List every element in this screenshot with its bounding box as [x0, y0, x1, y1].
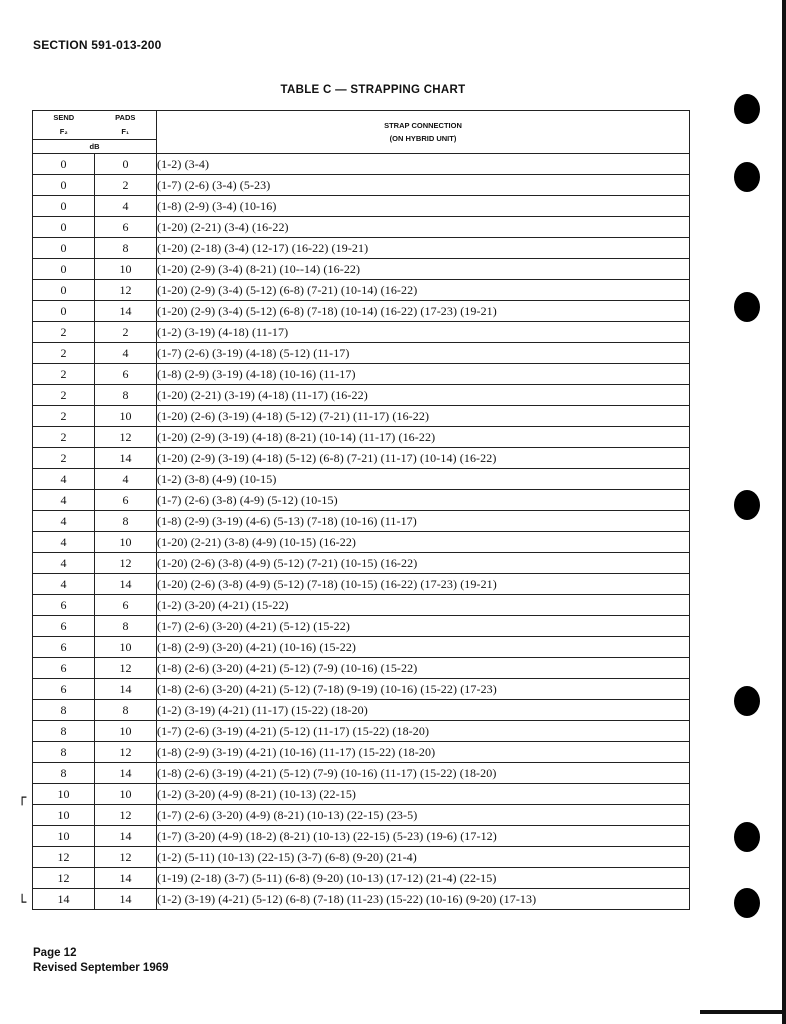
- strap-connection-cell: (1-2) (3-19) (4-21) (5-12) (6-8) (7-18) (11-23) (15-22) (10-16) (9-20) (17-13): [157, 889, 690, 910]
- section-header: SECTION 591-013-200: [33, 38, 162, 52]
- pad-f1-cell: 14: [95, 826, 157, 847]
- strap-connection-cell: (1-2) (5-11) (10-13) (22-15) (3-7) (6-8) (9-20) (21-4): [157, 847, 690, 868]
- send-f2-cell: 8: [33, 700, 95, 721]
- send-f2-cell: 2: [33, 343, 95, 364]
- send-f2-cell: 0: [33, 238, 95, 259]
- strap-connection-cell: (1-7) (2-6) (3-19) (4-18) (5-12) (11-17): [157, 343, 690, 364]
- pad-f1-cell: 10: [95, 259, 157, 280]
- pad-f1-cell: 12: [95, 427, 157, 448]
- table-row: [33, 784, 690, 805]
- strap-connection-line1: STRAP CONNECTION: [384, 121, 462, 130]
- strap-connection-cell: (1-7) (2-6) (3-20) (4-21) (5-12) (15-22): [157, 616, 690, 637]
- send-f2-cell: 2: [33, 385, 95, 406]
- strap-connection-cell: (1-8) (2-9) (3-19) (4-6) (5-13) (7-18) (10-16) (11-17): [157, 511, 690, 532]
- strap-connection-cell: (1-20) (2-9) (3-4) (8-21) (10--14) (16-22): [157, 259, 690, 280]
- table-row: [33, 847, 690, 868]
- pad-f1-cell: 6: [95, 490, 157, 511]
- pad-f1-cell: 10: [95, 721, 157, 742]
- strap-connection-cell: (1-8) (2-9) (3-19) (4-18) (10-16) (11-17): [157, 364, 690, 385]
- pad-f1-cell: 14: [95, 889, 157, 910]
- table-row: [33, 700, 690, 721]
- send-f2-cell: 4: [33, 490, 95, 511]
- send-f2-cell: 2: [33, 322, 95, 343]
- strapping-chart-table: [32, 110, 690, 910]
- strap-connection-cell: (1-20) (2-6) (3-8) (4-9) (5-12) (7-21) (10-15) (16-22): [157, 553, 690, 574]
- pad-f1-cell: 10: [95, 532, 157, 553]
- pad-f1-cell: 12: [95, 805, 157, 826]
- table-row: [33, 406, 690, 427]
- strap-connection-cell: (1-20) (2-21) (3-19) (4-18) (11-17) (16-22): [157, 385, 690, 406]
- pad-f1-cell: 4: [95, 469, 157, 490]
- pads-header: PADS: [95, 111, 157, 126]
- strap-connection-cell: (1-20) (2-21) (3-4) (16-22): [157, 217, 690, 238]
- send-f2-cell: 6: [33, 658, 95, 679]
- strap-connection-cell: (1-19) (2-18) (3-7) (5-11) (6-8) (9-20) (10-13) (17-12) (21-4) (22-15): [157, 868, 690, 889]
- binder-hole-7: [734, 888, 760, 918]
- table-row: [33, 196, 690, 217]
- send-f2-cell: 4: [33, 511, 95, 532]
- pad-f1-cell: 12: [95, 280, 157, 301]
- send-f2-cell: 0: [33, 301, 95, 322]
- db-header: dB: [33, 140, 157, 154]
- pad-f1-cell: 10: [95, 406, 157, 427]
- table-row: [33, 511, 690, 532]
- send-f2-cell: 0: [33, 280, 95, 301]
- pad-f1-cell: 10: [95, 637, 157, 658]
- pad-f1-cell: 14: [95, 574, 157, 595]
- strap-connection-cell: (1-2) (3-19) (4-21) (11-17) (15-22) (18-20): [157, 700, 690, 721]
- binder-hole-4: [734, 490, 760, 520]
- send-f2-cell: 2: [33, 427, 95, 448]
- pad-f1-cell: 12: [95, 742, 157, 763]
- pad-f1-cell: 12: [95, 847, 157, 868]
- strap-connection-cell: (1-20) (2-6) (3-19) (4-18) (5-12) (7-21) (11-17) (16-22): [157, 406, 690, 427]
- send-f2-cell: 14: [33, 889, 95, 910]
- pad-f1-cell: 8: [95, 616, 157, 637]
- table-row: [33, 805, 690, 826]
- send-f2-cell: 6: [33, 679, 95, 700]
- pad-f1-cell: 8: [95, 700, 157, 721]
- pad-f1-cell: 6: [95, 217, 157, 238]
- table-row: [33, 595, 690, 616]
- bracket-end-marker: └: [18, 895, 27, 911]
- table-row: [33, 238, 690, 259]
- send-header: SEND: [33, 111, 95, 126]
- binder-hole-6: [734, 822, 760, 852]
- table-row: [33, 889, 690, 910]
- table-title-wrap: [0, 84, 786, 96]
- pad-f1-cell: 14: [95, 679, 157, 700]
- send-f2-cell: 2: [33, 364, 95, 385]
- strap-connection-cell: (1-8) (2-6) (3-19) (4-21) (5-12) (7-9) (10-16) (11-17) (15-22) (18-20): [157, 763, 690, 784]
- send-f2-cell: 10: [33, 826, 95, 847]
- bracket-start-marker: ┌: [18, 790, 27, 806]
- strap-connection-cell: (1-2) (3-19) (4-18) (11-17): [157, 322, 690, 343]
- table-row: [33, 301, 690, 322]
- f2-header: F₂: [33, 125, 95, 140]
- table-row: [33, 721, 690, 742]
- table-row: [33, 826, 690, 847]
- send-f2-cell: 2: [33, 406, 95, 427]
- page-edge-right: [782, 0, 786, 1024]
- send-f2-cell: 0: [33, 259, 95, 280]
- send-f2-cell: 4: [33, 574, 95, 595]
- send-f2-cell: 0: [33, 196, 95, 217]
- strap-connection-cell: (1-20) (2-6) (3-8) (4-9) (5-12) (7-18) (10-15) (16-22) (17-23) (19-21): [157, 574, 690, 595]
- strap-connection-cell: (1-7) (2-6) (3-19) (4-21) (5-12) (11-17) (15-22) (18-20): [157, 721, 690, 742]
- table-title: TABLE C — STRAPPING CHART: [280, 84, 466, 96]
- table-row: [33, 574, 690, 595]
- pad-f1-cell: 10: [95, 784, 157, 805]
- send-f2-cell: 0: [33, 154, 95, 175]
- pad-f1-cell: 2: [95, 322, 157, 343]
- strap-connection-line2: (ON HYBRID UNIT): [389, 134, 457, 143]
- pad-f1-cell: 8: [95, 511, 157, 532]
- page-edge-bottom: [700, 1010, 786, 1014]
- table-row: [33, 154, 690, 175]
- strap-connection-cell: (1-8) (2-9) (3-4) (10-16): [157, 196, 690, 217]
- pad-f1-cell: 8: [95, 238, 157, 259]
- send-f2-cell: 4: [33, 532, 95, 553]
- table-row: [33, 742, 690, 763]
- binder-hole-2: [734, 162, 760, 192]
- send-f2-cell: 2: [33, 448, 95, 469]
- pad-f1-cell: 4: [95, 343, 157, 364]
- binder-hole-1: [734, 94, 760, 124]
- strap-connection-cell: (1-2) (3-20) (4-21) (15-22): [157, 595, 690, 616]
- pad-f1-cell: 12: [95, 553, 157, 574]
- pad-f1-cell: 4: [95, 196, 157, 217]
- send-f2-cell: 4: [33, 553, 95, 574]
- strap-connection-cell: (1-20) (2-18) (3-4) (12-17) (16-22) (19-21): [157, 238, 690, 259]
- send-f2-cell: 6: [33, 637, 95, 658]
- table-body: [33, 154, 690, 910]
- pad-f1-cell: 12: [95, 658, 157, 679]
- pad-f1-cell: 14: [95, 448, 157, 469]
- pad-f1-cell: 6: [95, 364, 157, 385]
- binder-hole-3: [734, 292, 760, 322]
- send-f2-cell: 4: [33, 469, 95, 490]
- strap-connection-cell: (1-20) (2-9) (3-19) (4-18) (5-12) (6-8) (7-21) (11-17) (10-14) (16-22): [157, 448, 690, 469]
- strap-connection-header: [157, 111, 690, 154]
- table-row: [33, 868, 690, 889]
- table-row: [33, 763, 690, 784]
- send-f2-cell: 0: [33, 217, 95, 238]
- pad-f1-cell: 14: [95, 868, 157, 889]
- send-f2-cell: 6: [33, 595, 95, 616]
- pad-f1-cell: 8: [95, 385, 157, 406]
- table-row: [33, 469, 690, 490]
- table-row: [33, 322, 690, 343]
- pad-f1-cell: 0: [95, 154, 157, 175]
- strap-connection-cell: (1-20) (2-9) (3-19) (4-18) (8-21) (10-14) (11-17) (16-22): [157, 427, 690, 448]
- table-row: [33, 385, 690, 406]
- table-row: [33, 490, 690, 511]
- table-row: [33, 427, 690, 448]
- table-row: [33, 259, 690, 280]
- table-row: [33, 280, 690, 301]
- strap-connection-cell: (1-8) (2-9) (3-19) (4-21) (10-16) (11-17) (15-22) (18-20): [157, 742, 690, 763]
- strap-connection-cell: (1-7) (3-20) (4-9) (18-2) (8-21) (10-13) (22-15) (5-23) (19-6) (17-12): [157, 826, 690, 847]
- table-row: [33, 616, 690, 637]
- strap-connection-cell: (1-7) (2-6) (3-8) (4-9) (5-12) (10-15): [157, 490, 690, 511]
- send-f2-cell: 8: [33, 721, 95, 742]
- strap-connection-cell: (1-7) (2-6) (3-4) (5-23): [157, 175, 690, 196]
- send-f2-cell: 8: [33, 763, 95, 784]
- table-row: [33, 175, 690, 196]
- table-row: [33, 658, 690, 679]
- strap-connection-cell: (1-8) (2-6) (3-20) (4-21) (5-12) (7-9) (10-16) (15-22): [157, 658, 690, 679]
- strap-connection-cell: (1-7) (2-6) (3-20) (4-9) (8-21) (10-13) (22-15) (23-5): [157, 805, 690, 826]
- pad-f1-cell: 14: [95, 763, 157, 784]
- pad-f1-cell: 14: [95, 301, 157, 322]
- send-f2-cell: 10: [33, 805, 95, 826]
- send-f2-cell: 8: [33, 742, 95, 763]
- table-row: [33, 364, 690, 385]
- send-f2-cell: 12: [33, 868, 95, 889]
- strap-connection-cell: (1-20) (2-21) (3-8) (4-9) (10-15) (16-22): [157, 532, 690, 553]
- table-row: [33, 217, 690, 238]
- strap-connection-cell: (1-8) (2-9) (3-20) (4-21) (10-16) (15-22): [157, 637, 690, 658]
- strap-connection-cell: (1-8) (2-6) (3-20) (4-21) (5-12) (7-18) (9-19) (10-16) (15-22) (17-23): [157, 679, 690, 700]
- strap-connection-cell: (1-2) (3-4): [157, 154, 690, 175]
- table-row: [33, 553, 690, 574]
- table-row: [33, 532, 690, 553]
- table-row: [33, 679, 690, 700]
- send-f2-cell: 10: [33, 784, 95, 805]
- table-row: [33, 343, 690, 364]
- binder-hole-5: [734, 686, 760, 716]
- table-row: [33, 448, 690, 469]
- table-row: [33, 637, 690, 658]
- strap-connection-cell: (1-20) (2-9) (3-4) (5-12) (6-8) (7-18) (10-14) (16-22) (17-23) (19-21): [157, 301, 690, 322]
- send-f2-cell: 0: [33, 175, 95, 196]
- send-f2-cell: 12: [33, 847, 95, 868]
- strap-connection-cell: (1-2) (3-20) (4-9) (8-21) (10-13) (22-15): [157, 784, 690, 805]
- pad-f1-cell: 6: [95, 595, 157, 616]
- page-number: Page 12: [33, 947, 77, 959]
- send-f2-cell: 6: [33, 616, 95, 637]
- f1-header: F₁: [95, 125, 157, 140]
- pad-f1-cell: 2: [95, 175, 157, 196]
- strap-connection-cell: (1-2) (3-8) (4-9) (10-15): [157, 469, 690, 490]
- revised-date: Revised September 1969: [33, 962, 169, 974]
- strap-connection-cell: (1-20) (2-9) (3-4) (5-12) (6-8) (7-21) (10-14) (16-22): [157, 280, 690, 301]
